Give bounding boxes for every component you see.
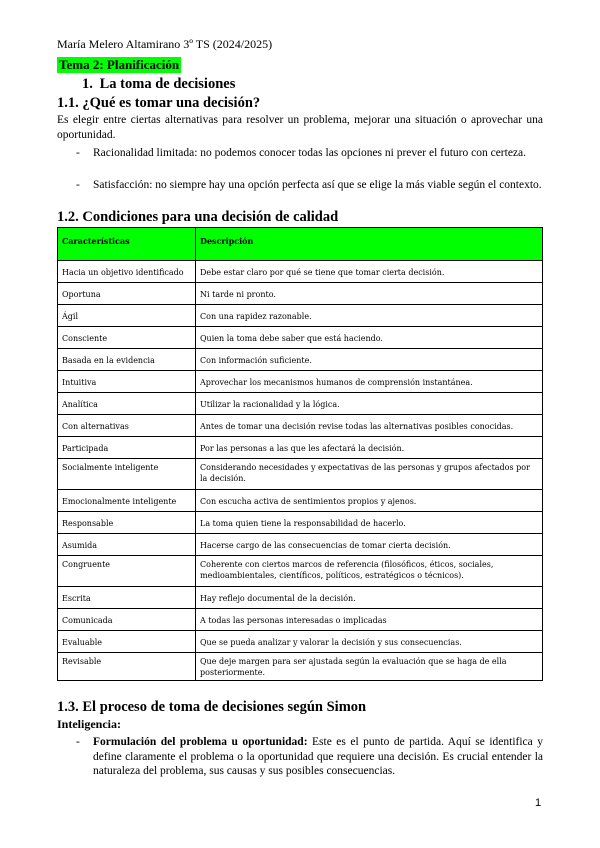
table-row bbox=[58, 305, 543, 327]
table-row bbox=[58, 653, 543, 681]
intelligence-subheading: Inteligencia: bbox=[57, 717, 121, 731]
characteristic-cell: Asumida bbox=[58, 534, 196, 556]
characteristic-cell: Ágil bbox=[58, 305, 196, 327]
characteristic-cell: Basada en la evidencia bbox=[58, 349, 196, 371]
bullet-text: Este es el punto de partida. Aquí se identifica y define claramente el problema o la oportunidad que requiere una decisión. Es crucial entender la naturaleza del problema, sus causas y sus posibles consecuencias. bbox=[93, 736, 544, 777]
table-row bbox=[58, 609, 543, 631]
characteristic-cell: Evaluable bbox=[58, 631, 196, 653]
bullet-dash: - bbox=[76, 147, 80, 159]
description-cell: La toma quien tiene la responsabilidad de hacerlo. bbox=[196, 512, 543, 534]
column-header: Características bbox=[58, 228, 196, 261]
bullet-text: Racionalidad limitada: no podemos conocer todas las opciones ni prever el futuro con certeza. bbox=[93, 147, 527, 159]
table-body bbox=[58, 261, 543, 681]
description-cell: Debe estar claro por qué se tiene que tomar cierta decisión. bbox=[196, 261, 543, 283]
list-item bbox=[76, 178, 543, 193]
description-cell: A todas las personas interesadas o implicadas bbox=[196, 609, 543, 631]
description-cell: Hacerse cargo de las consecuencias de tomar cierta decisión. bbox=[196, 534, 543, 556]
characteristic-cell: Participada bbox=[58, 437, 196, 459]
column-header: Descripción bbox=[196, 228, 543, 261]
table-row bbox=[58, 556, 543, 587]
table-row bbox=[58, 349, 543, 371]
table-row bbox=[58, 327, 543, 349]
characteristic-cell: Con alternativas bbox=[58, 415, 196, 437]
bullet-dash: - bbox=[76, 179, 80, 191]
characteristic-cell: Analítica bbox=[58, 393, 196, 415]
description-cell: Con escucha activa de sentimientos propios y ajenos. bbox=[196, 490, 543, 512]
topic-title: Tema 2: Planificación bbox=[59, 57, 180, 72]
characteristic-cell: Socialmente inteligente bbox=[58, 459, 196, 490]
conditions-table bbox=[57, 227, 543, 681]
characteristic-cell: Consciente bbox=[58, 327, 196, 349]
author-header: María Melero Altamirano 3º TS (2024/2025) bbox=[57, 37, 273, 51]
description-cell: Coherente con ciertos marcos de referencia (filosóficos, éticos, sociales, medioambientales, científicos, políticos, estratégicos o técnicos). bbox=[196, 556, 543, 587]
table-row bbox=[58, 512, 543, 534]
characteristic-cell: Escrita bbox=[58, 587, 196, 609]
characteristic-cell: Emocionalmente inteligente bbox=[58, 490, 196, 512]
table-row bbox=[58, 371, 543, 393]
description-cell: Que se pueda analizar y valorar la decisión y sus consecuencias. bbox=[196, 631, 543, 653]
bullet-text: Satisfacción: no siempre hay una opción perfecta así que se elige la más viable según el contexto. bbox=[93, 179, 542, 191]
bullet-bold-lead: Formulación del problema u oportunidad: bbox=[93, 736, 308, 748]
description-cell: Hay reflejo documental de la decisión. bbox=[196, 587, 543, 609]
characteristic-cell: Intuitiva bbox=[58, 371, 196, 393]
characteristic-cell: Congruente bbox=[58, 556, 196, 587]
table-row bbox=[58, 490, 543, 512]
description-cell: Con información suficiente. bbox=[196, 349, 543, 371]
description-cell: Ni tarde ni pronto. bbox=[196, 283, 543, 305]
section-1-2-heading: 1.2. Condiciones para una decisión de calidad bbox=[57, 209, 339, 225]
description-cell: Que deje margen para ser ajustada según la evaluación que se haga de ella posteriormente. bbox=[196, 653, 543, 681]
table-row bbox=[58, 631, 543, 653]
description-cell: Aprovechar los mecanismos humanos de comprensión instantánea. bbox=[196, 371, 543, 393]
section-1-title: La toma de decisiones bbox=[99, 76, 236, 92]
section-1-1-paragraph: Es elegir entre ciertas alternativas para resolver un problema, mejorar una situación o aprovechar una oportunidad. bbox=[57, 114, 543, 141]
list-item bbox=[76, 146, 543, 161]
characteristic-cell: Hacia un objetivo identificado bbox=[58, 261, 196, 283]
table-row bbox=[58, 283, 543, 305]
table-row bbox=[58, 459, 543, 490]
table-row bbox=[58, 261, 543, 283]
description-cell: Por las personas a las que les afectará la decisión. bbox=[196, 437, 543, 459]
description-cell: Quien la toma debe saber que está haciendo. bbox=[196, 327, 543, 349]
table-row bbox=[58, 415, 543, 437]
table-row bbox=[58, 393, 543, 415]
table-header-row bbox=[58, 228, 543, 261]
table-row bbox=[58, 437, 543, 459]
description-cell: Con una rapidez razonable. bbox=[196, 305, 543, 327]
description-cell: Considerando necesidades y expectativas de las personas y grupos afectados por la decisión. bbox=[196, 459, 543, 490]
list-item bbox=[76, 735, 544, 779]
bullet-dash: - bbox=[76, 736, 80, 748]
characteristic-cell: Comunicada bbox=[58, 609, 196, 631]
section-1-heading bbox=[82, 76, 235, 93]
table-row bbox=[58, 587, 543, 609]
description-cell: Antes de tomar una decisión revise todas las alternativas posibles conocidas. bbox=[196, 415, 543, 437]
description-cell: Utilizar la racionalidad y la lógica. bbox=[196, 393, 543, 415]
section-1-1-heading: 1.1. ¿Qué es tomar una decisión? bbox=[57, 95, 261, 111]
section-1-number: 1. bbox=[82, 76, 93, 92]
characteristic-cell: Oportuna bbox=[58, 283, 196, 305]
page-number: 1 bbox=[535, 797, 542, 809]
characteristic-cell: Responsable bbox=[58, 512, 196, 534]
characteristic-cell: Revisable bbox=[58, 653, 196, 681]
table-row bbox=[58, 534, 543, 556]
section-1-3-heading: 1.3. El proceso de toma de decisiones según Simon bbox=[57, 699, 367, 715]
